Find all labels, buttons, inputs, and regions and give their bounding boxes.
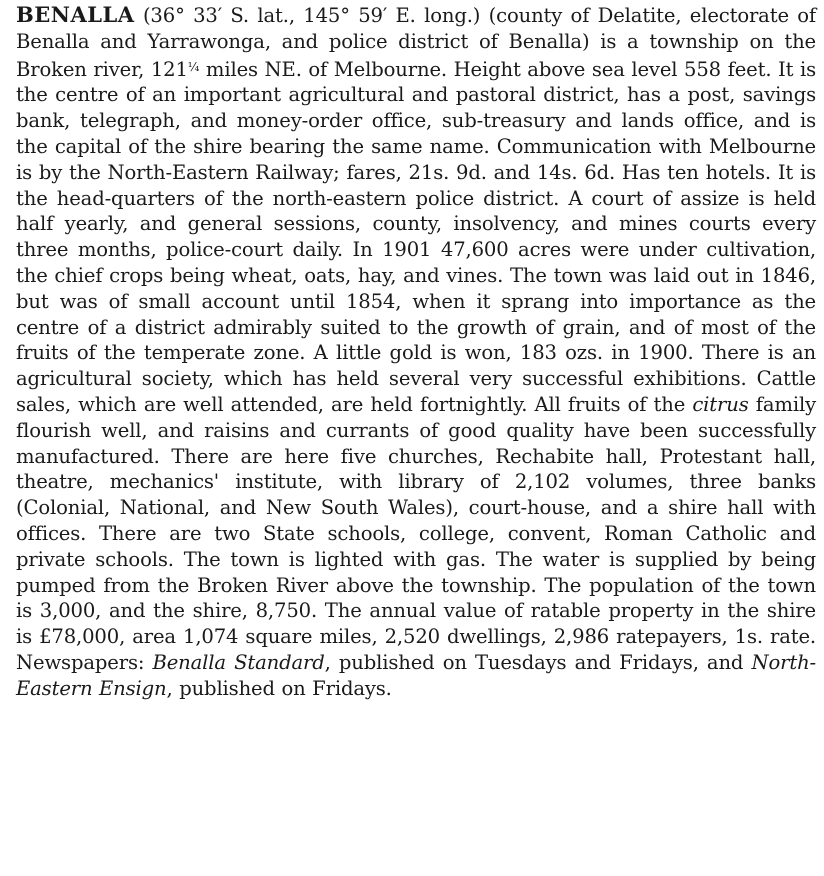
entry-text-newspapers: , published on Tuesdays and Fridays, and <box>324 650 752 674</box>
headword: BENALLA <box>16 2 135 27</box>
newspaper-title-north-eastern-ensign: North-Eastern Ensign <box>16 650 817 700</box>
entry-text-body: miles NE. of Melbourne. Height above sea level 558 feet. It is the centre of an important agricultural and pastoral district, has a post, savings bank, telegraph, and money-order office, sub-treasury and lands office, and is the capital of the shire bearing the same name. Communication with Melbourne is by the North-Eastern Railway; fares, 21s. 9d. and 14s. 6d. Has ten hotels. It is the head-quarters of the north-eastern police district. A court of assize is held half yearly, and general sessions, county, insolvency, and mines courts every three months, police-court daily. In 1901 47,600 acres were under cultivation, the chief crops being wheat, oats, hay, and vines. The town was laid out in 1846, but was of small account until 1854, when it sprang into importance as the centre of a district admirably suited to the growth of grain, and of most of the fruits of the temperate zone. A little gold is won, 183 ozs. in 1900. There is an agricultural society, which has held several very successful exhibitions. Cattle sales, which are well attended, are held fortnightly. All fruits of the <box>16 57 816 416</box>
entry-text-intro: (36° 33′ S. lat., 145° 59′ E. long.) (county of Delatite, electorate of Benalla and Yarrawonga, and police district of Benalla) is a township on the Broken river, 121 <box>16 4 816 81</box>
entry-text-continued: family flourish well, and raisins and currants of good quality have been successfully manufactured. There are here five churches, Rechabite hall, Protestant hall, theatre, mechanics' institute, with library of 2,102 volumes, three banks (Colonial, National, and New South Wales), court-house, and a shire hall with offices. There are two State schools, college, convent, Roman Catholic and private schools. The town is lighted with gas. The water is supplied by being pumped from the Broken River above the township. The population of the town is 3,000, and the shire, 8,750. The annual value of ratable property in the shire is £78,000, area 1,074 square miles, 2,520 dwellings, 2,986 ratepayers, 1s. rate. Newspapers: <box>16 392 816 674</box>
entry-text-end: , published on Fridays. <box>166 676 392 700</box>
gazetteer-entry <box>16 2 816 702</box>
italic-term-citrus: citrus <box>692 392 749 416</box>
distance-fraction: ¼ <box>187 59 200 74</box>
newspaper-title-benalla-standard: Benalla Standard <box>152 650 325 674</box>
